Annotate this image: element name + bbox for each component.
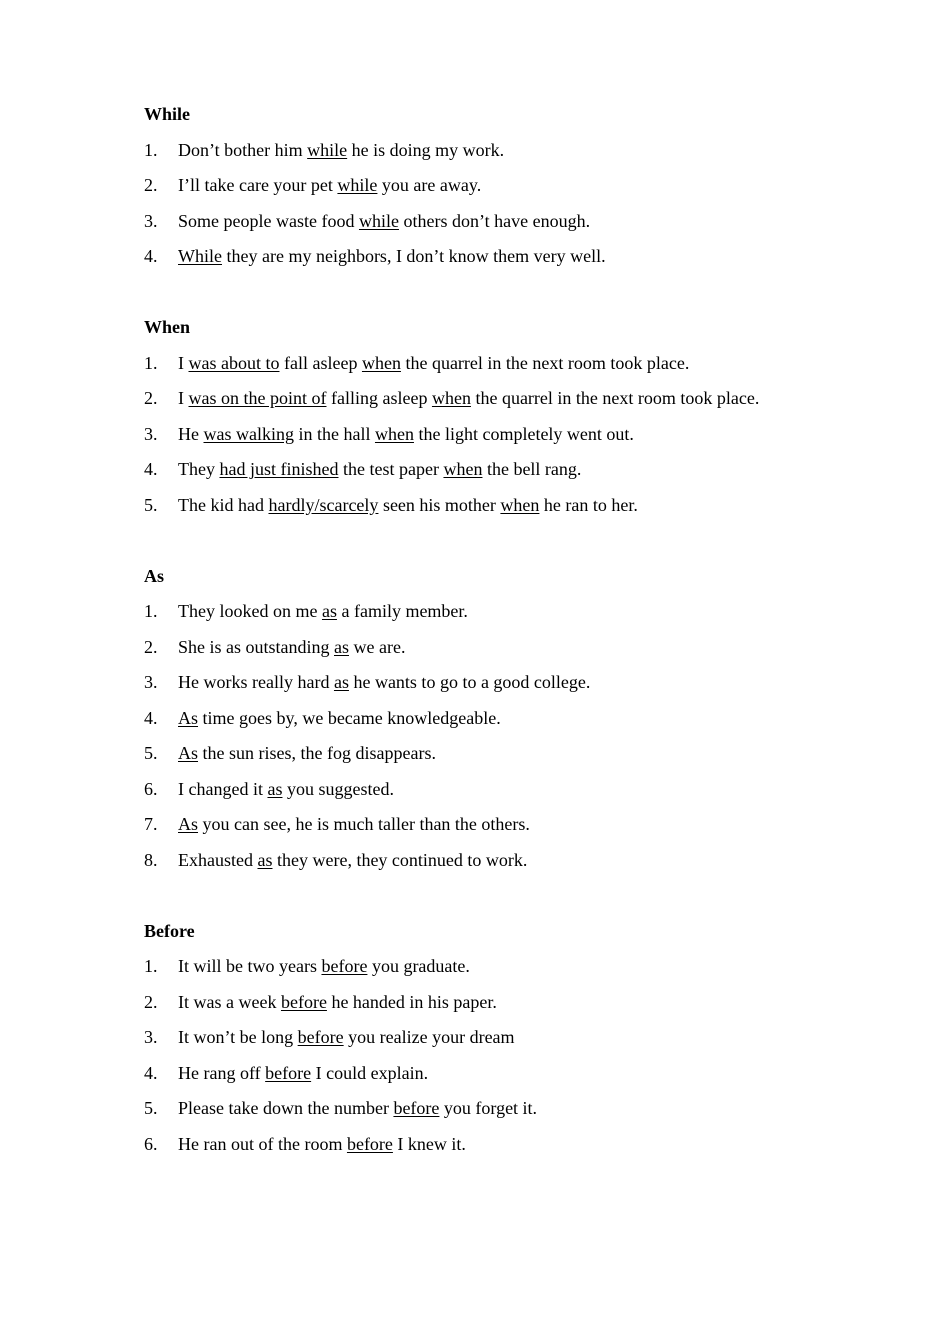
underlined-phrase: while xyxy=(307,139,348,160)
item-number: 3. xyxy=(144,210,158,231)
item-sentence xyxy=(178,346,844,382)
list-item xyxy=(144,736,844,772)
item-sentence xyxy=(178,452,844,488)
item-number: 5. xyxy=(144,1098,158,1118)
list-item xyxy=(144,168,844,204)
list-item xyxy=(144,843,844,879)
sentence-fragment: He xyxy=(178,423,204,444)
underlined-phrase: as xyxy=(257,849,273,870)
item-number: 3. xyxy=(144,423,158,444)
list-item xyxy=(144,949,844,985)
sentence-fragment: the quarrel in the next room took place. xyxy=(400,352,690,373)
item-sentence xyxy=(178,1020,844,1056)
item-number: 1. xyxy=(144,601,158,621)
item-sentence xyxy=(178,133,844,169)
item-number: 2. xyxy=(144,175,158,195)
list-item xyxy=(144,346,844,382)
item-sentence xyxy=(178,168,844,204)
underlined-phrase: as xyxy=(321,601,337,621)
sentence-fragment: they are my neighbors, I don’t know them very well. xyxy=(221,246,606,266)
item-number: 6. xyxy=(144,1133,158,1154)
list-item xyxy=(144,488,844,524)
underlined-phrase: As xyxy=(178,707,199,728)
sentence-fragment: Exhausted xyxy=(178,849,258,870)
item-number: 3. xyxy=(144,1027,158,1047)
list-item xyxy=(144,133,844,169)
list-item xyxy=(144,452,844,488)
sentence-fragment: you suggested. xyxy=(282,778,394,799)
section-as xyxy=(144,559,844,879)
item-sentence xyxy=(178,630,844,666)
sentence-fragment: you are away. xyxy=(377,175,482,195)
item-number: 4. xyxy=(144,707,158,728)
item-sentence xyxy=(178,843,844,879)
list-item xyxy=(144,239,844,275)
sentence-fragment: I’ll take care your pet xyxy=(178,175,338,195)
item-sentence xyxy=(178,488,844,524)
item-sentence xyxy=(178,1127,844,1163)
item-sentence xyxy=(178,807,844,843)
list-item xyxy=(144,701,844,737)
item-sentence xyxy=(178,701,844,737)
underlined-phrase: when xyxy=(500,494,540,515)
underlined-phrase: when xyxy=(431,388,471,408)
underlined-phrase: hardly/scarcely xyxy=(268,494,379,515)
list-item xyxy=(144,594,844,630)
underlined-phrase: before xyxy=(265,1062,312,1083)
item-number: 2. xyxy=(144,991,158,1012)
list-item xyxy=(144,772,844,808)
section-spacer xyxy=(144,878,844,914)
item-number: 1. xyxy=(144,139,158,160)
sentence-fragment: you can see, he is much taller than the others. xyxy=(198,814,530,834)
sentence-fragment: you graduate. xyxy=(367,956,470,976)
list-item xyxy=(144,1056,844,1092)
underlined-phrase: before xyxy=(280,991,327,1012)
item-sentence xyxy=(178,381,844,417)
sentence-fragment: he is doing my work. xyxy=(347,139,505,160)
section-spacer xyxy=(144,523,844,559)
item-sentence xyxy=(178,665,844,701)
underlined-phrase: while xyxy=(358,210,399,231)
section-when xyxy=(144,310,844,523)
sentence-fragment: you forget it. xyxy=(439,1098,538,1118)
underlined-phrase: as xyxy=(334,636,349,657)
list-item xyxy=(144,985,844,1021)
underlined-phrase: before xyxy=(297,1027,344,1047)
sentence-fragment: He rang off xyxy=(178,1062,266,1083)
sentence-fragment: He ran out of the room xyxy=(178,1133,347,1154)
sentence-fragment: I could explain. xyxy=(311,1062,429,1083)
sentence-fragment: He works really hard xyxy=(178,672,334,692)
item-sentence xyxy=(178,1091,844,1127)
list-item xyxy=(144,1127,844,1163)
list-item xyxy=(144,630,844,666)
underlined-phrase: when xyxy=(443,459,483,479)
sentence-fragment: It was a week xyxy=(178,991,281,1012)
sentence-fragment: they were, they continued to work. xyxy=(272,849,528,870)
sentence-fragment: The kid had xyxy=(178,494,269,515)
sentence-fragment: others don’t have enough. xyxy=(398,210,591,231)
sentence-fragment: I xyxy=(178,352,189,373)
list-item xyxy=(144,807,844,843)
sentence-fragment: he ran to her. xyxy=(539,494,638,515)
item-sentence xyxy=(178,736,844,772)
sentence-fragment: They looked on me xyxy=(178,601,322,621)
underlined-phrase: before xyxy=(321,956,368,976)
sentence-fragment: the test paper xyxy=(338,459,444,479)
underlined-phrase: before xyxy=(346,1133,393,1154)
underlined-phrase: As xyxy=(178,743,199,763)
underlined-phrase: While xyxy=(178,246,222,266)
section-spacer xyxy=(144,275,844,311)
sentence-fragment: She is as outstanding xyxy=(178,636,334,657)
item-sentence xyxy=(178,985,844,1021)
sentence-fragment: I knew it. xyxy=(392,1133,466,1154)
section-before xyxy=(144,914,844,1163)
sentence-fragment: the quarrel in the next room took place. xyxy=(470,388,760,408)
item-number: 1. xyxy=(144,956,158,976)
item-number: 7. xyxy=(144,814,158,834)
underlined-phrase: as xyxy=(333,672,349,692)
list-item xyxy=(144,1020,844,1056)
sentence-fragment: Please take down the number xyxy=(178,1098,394,1118)
sentence-fragment: a family member. xyxy=(336,601,468,621)
sentence-fragment: the light completely went out. xyxy=(413,423,634,444)
item-number: 3. xyxy=(144,672,158,692)
underlined-phrase: was about to xyxy=(188,352,280,373)
list-item xyxy=(144,204,844,240)
sentence-fragment: in the hall xyxy=(293,423,375,444)
sentence-fragment: the bell rang. xyxy=(482,459,582,479)
sentence-fragment: you realize your dream xyxy=(343,1027,515,1047)
item-sentence xyxy=(178,594,844,630)
item-sentence xyxy=(178,417,844,453)
underlined-phrase: when xyxy=(374,423,414,444)
underlined-phrase: was on the point of xyxy=(188,388,327,408)
list-item xyxy=(144,1091,844,1127)
underlined-phrase: when xyxy=(361,352,401,373)
item-sentence xyxy=(178,239,844,275)
sentence-fragment: time goes by, we became knowledgeable. xyxy=(198,707,501,728)
sentence-fragment: Some people waste food xyxy=(178,210,359,231)
section-heading: Before xyxy=(144,920,195,941)
item-number: 5. xyxy=(144,743,158,763)
item-sentence xyxy=(178,772,844,808)
item-sentence xyxy=(178,949,844,985)
item-number: 6. xyxy=(144,778,158,799)
underlined-phrase: as xyxy=(267,778,283,799)
section-heading: When xyxy=(144,317,191,337)
sentence-fragment: It won’t be long xyxy=(178,1027,298,1047)
section-heading: While xyxy=(144,104,191,124)
sentence-fragment: They xyxy=(178,459,220,479)
item-sentence xyxy=(178,204,844,240)
item-number: 4. xyxy=(144,459,158,479)
item-number: 8. xyxy=(144,849,158,870)
item-number: 2. xyxy=(144,636,158,657)
underlined-phrase: had just finished xyxy=(219,459,339,479)
underlined-phrase: while xyxy=(337,175,378,195)
sentence-fragment: we are. xyxy=(349,636,406,657)
sentence-fragment: I changed it xyxy=(178,778,268,799)
sentence-fragment: Don’t bother him xyxy=(178,139,308,160)
underlined-phrase: As xyxy=(178,814,199,834)
section-while xyxy=(144,97,844,275)
sentence-fragment: falling asleep xyxy=(326,388,432,408)
item-number: 5. xyxy=(144,494,158,515)
list-item xyxy=(144,417,844,453)
underlined-phrase: was walking xyxy=(203,423,294,444)
list-item xyxy=(144,381,844,417)
sentence-fragment: fall asleep xyxy=(279,352,362,373)
list-item xyxy=(144,665,844,701)
sentence-fragment: I xyxy=(178,388,189,408)
item-sentence xyxy=(178,1056,844,1092)
sentence-fragment: the sun rises, the fog disappears. xyxy=(198,743,436,763)
sentence-fragment: he wants to go to a good college. xyxy=(348,672,591,692)
document-page xyxy=(144,97,844,1162)
section-heading: As xyxy=(144,565,165,586)
underlined-phrase: before xyxy=(393,1098,440,1118)
sentence-fragment: It will be two years xyxy=(178,956,322,976)
item-number: 4. xyxy=(144,1062,158,1083)
item-number: 1. xyxy=(144,352,158,373)
item-number: 2. xyxy=(144,388,158,408)
sentence-fragment: he handed in his paper. xyxy=(326,991,497,1012)
sentence-fragment: seen his mother xyxy=(378,494,501,515)
item-number: 4. xyxy=(144,246,158,266)
